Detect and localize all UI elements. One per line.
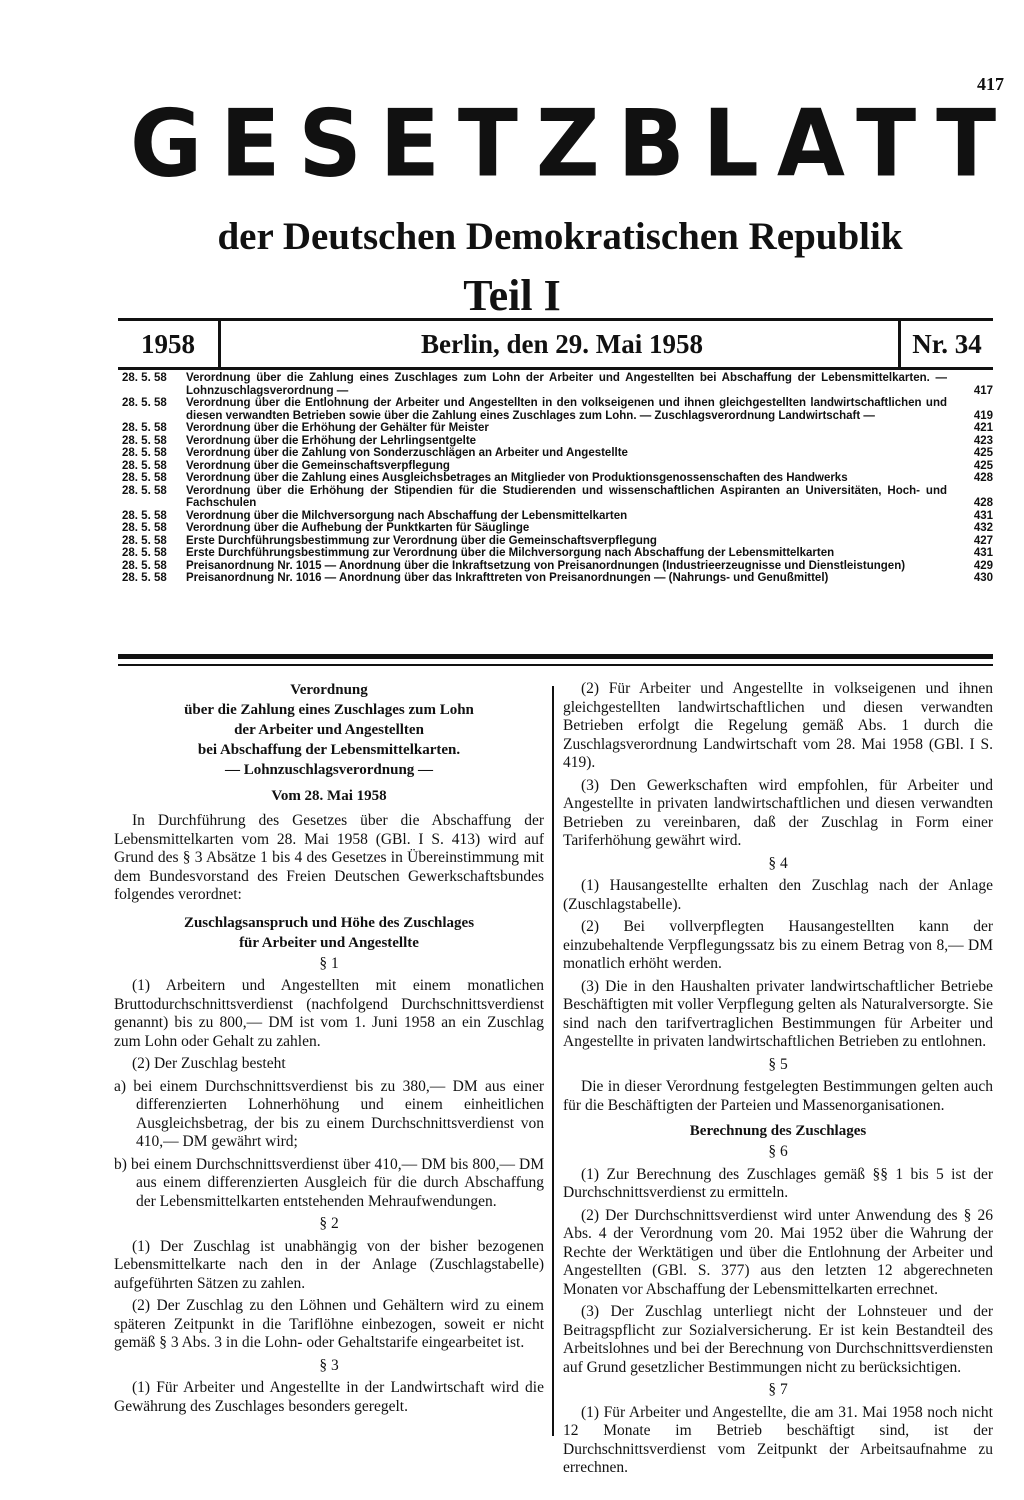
paragraph-3-sign: § 3	[319, 1356, 339, 1374]
divider-thin	[118, 664, 993, 666]
column-divider	[552, 686, 554, 1436]
paragraph-2-subsection-2: (2) Der Zuschlag zu den Löhnen und Gehältern wird zu einem späteren Zeitpunkt in die Tariflöhne einbezogen, soweit er nicht gemäß § 3 Abs. 3 in die Lohn- oder Gehaltstarife eingearbeitet ist.	[114, 1297, 544, 1351]
right-column	[563, 680, 993, 1482]
decree-date: Vom 28. Mai 1958	[271, 788, 387, 804]
paragraph-1-subsection-2: (2) Der Zuschlag besteht	[132, 1055, 286, 1072]
toc-entry	[118, 510, 993, 523]
toc-entry	[118, 422, 993, 435]
issue-year: 1958	[118, 321, 221, 367]
decree-title-2: über die Zahlung eines Zuschlages zum Lohn	[184, 702, 474, 718]
toc-entry-title: Erste Durchführungsbestimmung zur Verordnung über die Milchversorgung nach Abschaffung der Lebensmittelkarten	[186, 547, 835, 559]
toc-entry-date: 28. 5. 58	[122, 534, 167, 547]
toc-entry	[118, 547, 993, 560]
issue-header-bar	[118, 318, 993, 370]
toc-entry	[118, 485, 993, 510]
paragraph-5-sign: § 5	[768, 1055, 788, 1073]
preamble: In Durchführung des Gesetzes über die Abschaffung der Lebensmittelkarten vom 28. Mai 1958 (GBl. I S. 413) wird auf Grund des § 3 Absätze 1 bis 4 des Gesetzes in Übereinstimmung mit dem Bundesvorstand des Freien Deutschen Gewerkschaftsbundes folgendes verordnet:	[114, 812, 544, 903]
toc-entry	[118, 572, 993, 585]
toc-entry-title: Verordnung über die Aufhebung der Punktkarten für Säuglinge	[186, 522, 530, 534]
paragraph-3-subsection-1: (1) Für Arbeiter und Angestellte in der Landwirtschaft wird die Gewährung des Zuschlages besonders geregelt.	[114, 1379, 544, 1415]
toc-entry-date: 28. 5. 58	[122, 472, 167, 484]
toc-entry-page: 425	[973, 459, 993, 472]
toc-entry-title: Verordnung über die Erhöhung der Stipendien für die Studierenden und wissenschaftlichen Aspiranten an Universitäten, Hoch- und Fachschulen	[186, 484, 947, 509]
paragraph-4-sign: § 4	[768, 854, 788, 872]
toc-entry-title: Verordnung über die Erhöhung der Gehälter für Meister	[186, 422, 489, 434]
decree-title-3: der Arbeiter und Angestellten	[234, 722, 424, 738]
paragraph-6-subsection-1: (1) Zur Berechnung des Zuschlages gemäß §§ 1 bis 5 ist der Durchschnittsverdienst zu ermitteln.	[563, 1165, 993, 1201]
toc-entry-date: 28. 5. 58	[122, 422, 167, 434]
toc-entry-date: 28. 5. 58	[122, 434, 167, 447]
toc-entry-title: Verordnung über die Erhöhung der Lehrlingsentgelte	[186, 434, 477, 447]
toc-entry-page: 423	[973, 434, 993, 447]
toc-entry-page: 419	[973, 409, 993, 422]
toc-entry-page: 425	[973, 447, 993, 459]
paragraph-1-item-b: b) bei einem Durchschnittsverdienst über 410,— DM bis 800,— DM aus einem differenzierten Ausgleich für die durch Abschaffung der Lebensmittelkarten entstehenden Mehraufwendungen.	[114, 1155, 544, 1210]
divider-thick	[118, 654, 993, 659]
part-label: Teil I	[463, 271, 561, 320]
toc-entry-title: Verordnung über die Zahlung von Sonderzuschlägen an Arbeiter und Angestellte	[186, 447, 628, 459]
toc-entry	[118, 372, 993, 397]
paragraph-7-sign: § 7	[768, 1381, 788, 1398]
table-of-contents	[118, 372, 993, 585]
toc-entry	[118, 560, 993, 573]
toc-entry-date: 28. 5. 58	[122, 372, 167, 384]
paragraph-3-subsection-2: (2) Für Arbeiter und Angestellte in volkseigenen und ihnen gleichgestellten landwirtschaftlichen und diesen verwandten Betrieben erfolgt die Regelung gemäß Abs. 1 durch die Zuschlagsverordnung Landwirtschaft vom 28. Mai 1958 (GBl. I S. 419).	[563, 680, 993, 771]
toc-entry-title: Erste Durchführungsbestimmung zur Verordnung über die Gemeinschaftsverpflegung	[186, 534, 657, 547]
decree-short-title: — Lohnzuschlagsverordnung —	[224, 762, 434, 778]
toc-entry-page: 428	[973, 497, 993, 509]
toc-entry-page: 431	[973, 547, 993, 559]
toc-entry-date: 28. 5. 58	[122, 572, 167, 584]
paragraph-1-subsection-1: (1) Arbeitern und Angestellten mit einem monatlichen Bruttodurchschnittsverdienst (nachfolgend Durchschnittsverdienst genannt) bis zu 800,— DM ist vom 1. Juni 1958 an ein Zuschlag zum Lohn oder Gehalt zu zahlen.	[114, 977, 544, 1050]
paragraph-1-item-a: a) bei einem Durchschnittsverdienst bis zu 380,— DM aus einer differenzierten Lohnerhöhung und einem einheitlichen Ausgleichsbetrag, der bis zu einem Durchschnittsverdienst von 410,— DM gewährt wird;	[114, 1077, 544, 1150]
toc-entry-title: Verordnung über die Gemeinschaftsverpflegung	[186, 459, 450, 472]
toc-entry-page: 428	[973, 472, 993, 484]
toc-entry	[118, 460, 993, 473]
paragraph-4-subsection-2: (2) Bei vollverpflegten Hausangestellten kann der einzubehaltende Verpflegungssatz bis zu einem Betrag von 8,— DM monatlich erhöht werden.	[563, 918, 993, 972]
toc-entry-date: 28. 5. 58	[122, 522, 167, 534]
issue-date-line: Berlin, den 29. Mai 1958	[421, 329, 703, 359]
paragraph-2-sign: § 2	[319, 1215, 339, 1232]
toc-entry-date: 28. 5. 58	[122, 397, 167, 409]
toc-entry-date: 28. 5. 58	[122, 447, 167, 459]
paragraph-6-subsection-2: (2) Der Durchschnittsverdienst wird unter Anwendung des § 26 Abs. 4 der Verordnung vom 20. Mai 1952 über die Wahrung der Rechte der Werktätigen und über die Entlohnung der Arbeiter und Angestellten (GBl. S. 377) aus den letzten 12 abgerechneten Monaten vor Abschaffung der Lebensmittelkarten errechnet.	[563, 1206, 993, 1298]
issue-number: Nr. 34	[898, 321, 993, 367]
toc-entry-page: 429	[973, 559, 993, 572]
paragraph-4-subsection-1: (1) Hausangestellte erhalten den Zuschlag nach der Anlage (Zuschlagstabelle).	[563, 877, 993, 913]
toc-entry-title: Preisanordnung Nr. 1016 — Anordnung über das Inkrafttreten von Preisanordnungen — (Nahrungs- und Genußmittel)	[186, 572, 829, 584]
toc-entry-page: 427	[973, 534, 993, 547]
toc-entry-title: Verordnung über die Zahlung eines Ausgleichsbetrages an Mitglieder von Produktionsgenossenschaften des Handwerks	[186, 472, 848, 484]
calculation-heading: Berechnung des Zuschlages	[689, 1123, 867, 1139]
masthead-title: GESETZBLATT	[130, 89, 1015, 198]
paragraph-3-subsection-3: (3) Den Gewerkschaften wird empfohlen, für Arbeiter und Angestellte in privaten landwirtschaftlichen und diesen verwandten Betrieben zu vereinbaren, daß der Zuschlag in Form einer Tariferhöhung gewährt wird.	[563, 776, 993, 849]
paragraph-5-text: Die in dieser Verordnung festgelegten Bestimmungen gelten auch für die Beschäftigten der Parteien und Massenorganisationen.	[563, 1078, 993, 1114]
decree-title-4: bei Abschaffung der Lebensmittelkarten.	[197, 742, 461, 758]
page-number: 417	[977, 74, 1004, 94]
toc-entry	[118, 435, 993, 448]
toc-entry-date: 28. 5. 58	[122, 459, 167, 472]
toc-entry	[118, 472, 993, 485]
toc-entry-date: 28. 5. 58	[122, 509, 167, 522]
decree-title-1: Verordnung	[290, 682, 368, 698]
toc-entry-page: 421	[973, 422, 993, 434]
paragraph-4-subsection-3: (3) Die in den Haushalten privater landwirtschaftlicher Betriebe Beschäftigten mit voller Verpflegung gelten als Naturalversorgte. Sie sind nach den tarifvertraglichen Bestimmungen für Arbeiter und Angestellte in privaten landwirtschaftlichen Betrieben zu entlohnen.	[563, 977, 993, 1050]
paragraph-2-subsection-1: (1) Der Zuschlag ist unabhängig von der bisher bezogenen Lebensmittelkarte nach den in der Anlage (Zuschlagstabelle) aufgeführten Sätzen zu zahlen.	[114, 1237, 544, 1292]
toc-entry	[118, 522, 993, 535]
toc-entry-title: Verordnung über die Milchversorgung nach Abschaffung der Lebensmittelkarten	[186, 509, 628, 522]
masthead-subtitle: der Deutschen Demokratischen Republik	[217, 215, 903, 258]
paragraph-7-subsection-1: (1) Für Arbeiter und Angestellte, die am 31. Mai 1958 noch nicht 12 Monate im Betrieb beschäftigt sind, ist der Durchschnittsverdienst vom Zeitpunkt der Arbeitsaufnahme zu errechnen.	[563, 1403, 993, 1476]
toc-entry-date: 28. 5. 58	[122, 559, 167, 572]
left-column	[114, 680, 544, 1420]
toc-entry-date: 28. 5. 58	[122, 484, 167, 497]
paragraph-1-sign: § 1	[319, 954, 339, 972]
toc-entry-title: Verordnung über die Entlohnung der Arbeiter und Angestellten in den volkseigenen und ihnen gleichgestellten landwirtschaftlichen und diesen verwandten Betrieben sowie über die Zahlung eines Zuschlages zum Lohn. — Zuschlagsverordnung Landwirtschaft —	[186, 397, 947, 422]
toc-entry-page: 430	[973, 572, 993, 584]
toc-entry-page: 432	[973, 522, 993, 534]
toc-entry	[118, 447, 993, 460]
toc-entry-title: Verordnung über die Zahlung eines Zuschlages zum Lohn der Arbeiter und Angestellten bei Abschaffung der Lebensmittelkarten. — Lohnzuschlagsverordnung —	[186, 372, 947, 397]
toc-entry	[118, 397, 993, 422]
toc-entry	[118, 535, 993, 548]
toc-entry-page: 431	[973, 509, 993, 522]
paragraph-6-sign: § 6	[768, 1143, 788, 1160]
toc-entry-title: Preisanordnung Nr. 1015 — Anordnung über die Inkraftsetzung von Preisanordnungen (Industrieerzeugnisse und Dienstleistungen)	[186, 559, 906, 572]
section-heading-2: für Arbeiter und Angestellte	[239, 934, 419, 951]
paragraph-6-subsection-3: (3) Der Zuschlag unterliegt nicht der Lohnsteuer und der Beitragspflicht zur Sozialversicherung. Er ist kein Bestandteil des Arbeitslohnes und bei der Berechnung von Durchschnittsverdiensten auf Grund gesetzlicher Bestimmungen nicht zu berücksichtigen.	[563, 1303, 993, 1376]
toc-entry-date: 28. 5. 58	[122, 547, 167, 559]
section-heading-1: Zuschlagsanspruch und Höhe des Zuschlages	[183, 914, 475, 931]
toc-entry-page: 417	[973, 384, 993, 397]
